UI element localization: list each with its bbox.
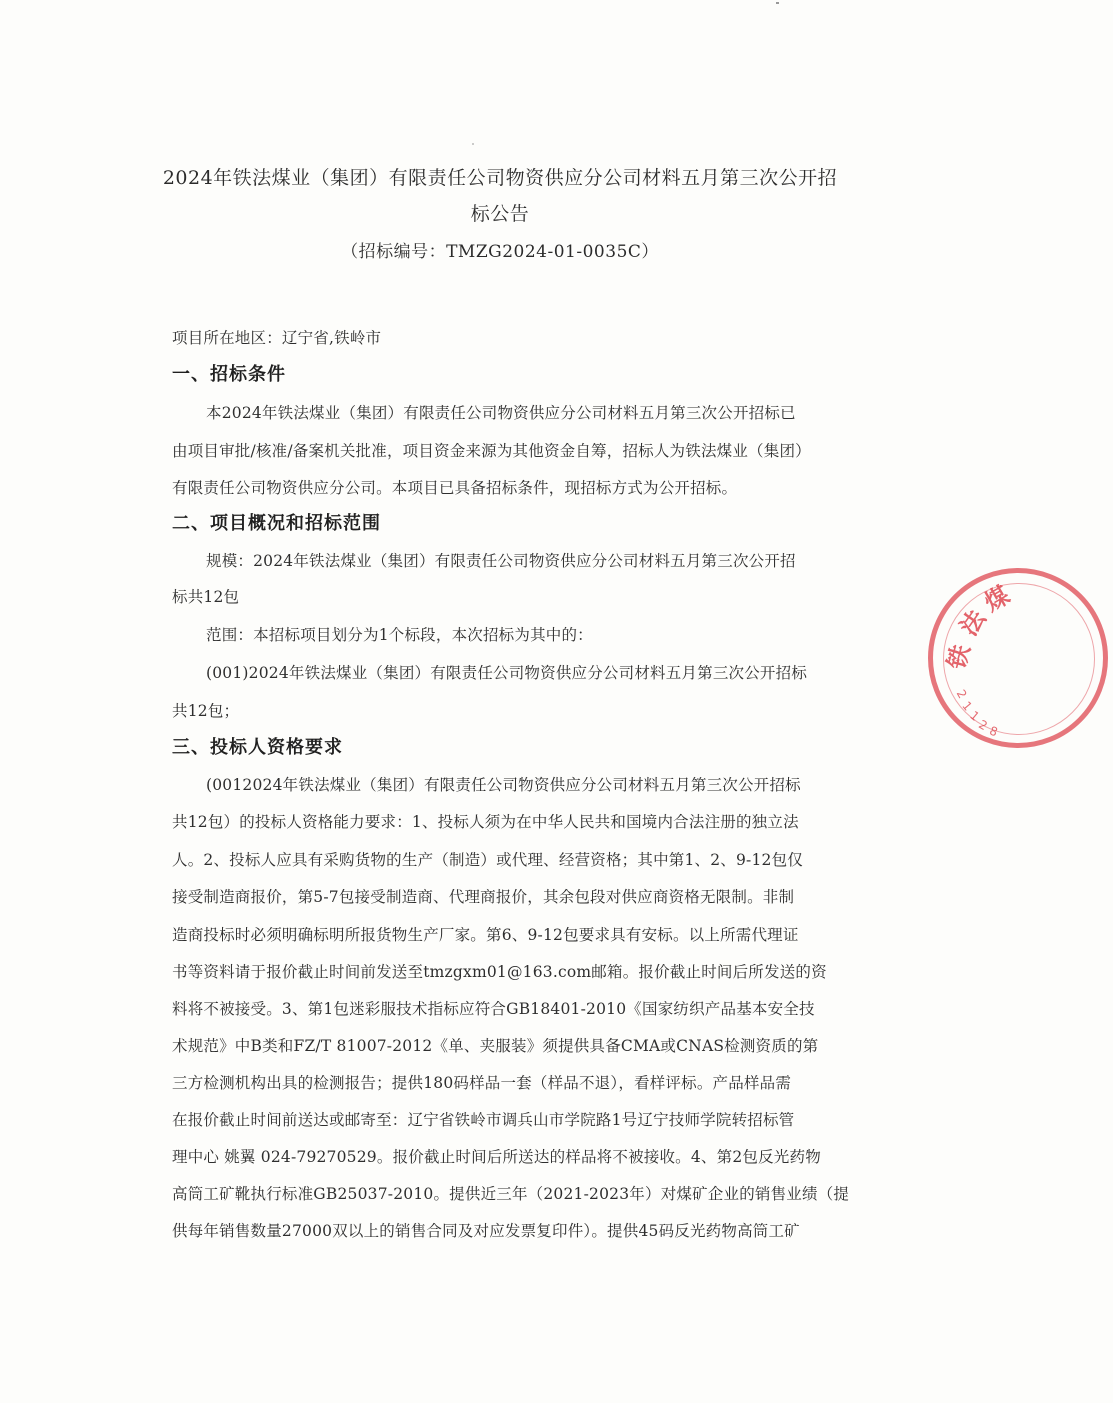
paragraph-line: 三方检测机构出具的检测报告；提供180码样品一套（样品不退），看样评标。产品样品需 (172, 1074, 792, 1092)
paragraph-line: (0012024年铁法煤业（集团）有限责任公司物资供应分公司材料五月第三次公开招标 (206, 776, 801, 794)
svg-text:2: 2 (953, 687, 970, 701)
paragraph-line: 书等资料请于报价截止时间前发送至tmzgxm01@163.com邮箱。报价截止时间后所发送的资 (172, 963, 827, 981)
paragraph-line: 供每年销售数量27000双以上的销售合同及对应发票复印件）。提供45码反光药物高筒工矿 (172, 1222, 800, 1240)
paragraph-line: (001)2024年铁法煤业（集团）有限责任公司物资供应分公司材料五月第三次公开招标 (206, 664, 808, 682)
paragraph-line: 范围：本招标项目划分为1个标段，本次招标为其中的： (206, 626, 593, 644)
company-seal-stamp (928, 568, 1108, 748)
paragraph-line: 料将不被接受。3、第1包迷彩服技术指标应符合GB18401-2010《国家纺织产品基本安全技 (172, 1000, 815, 1018)
section-heading-3: 三、投标人资格要求 (172, 737, 343, 758)
svg-text:法: 法 (954, 605, 992, 641)
document-title-line-1: 2024年铁法煤业（集团）有限责任公司物资供应分公司材料五月第三次公开招 (162, 167, 838, 189)
paragraph-line: 本2024年铁法煤业（集团）有限责任公司物资供应分公司材料五月第三次公开招标已 (206, 404, 796, 422)
svg-text:铁: 铁 (942, 641, 976, 673)
paragraph-line: 造商投标时必须明确标明所报货物生产厂家。第6、9-12包要求具有安标。以上所需代理证 (172, 926, 799, 944)
paragraph-line: 理中心 姚翼 024-79270529。报价截止时间后所送达的样品将不被接收。4、第2包反光药物 (172, 1148, 821, 1166)
paragraph-line: 标共12包 (172, 588, 240, 606)
section-heading-2: 二、项目概况和招标范围 (172, 513, 381, 534)
paragraph-line: 共12包； (172, 702, 240, 720)
seal-lettering (933, 573, 1113, 753)
paragraph-line: 接受制造商报价，第5-7包接受制造商、代理商报价，其余包段对供应商资格无限制。非制 (172, 888, 795, 906)
paragraph-line: 高筒工矿靴执行标准GB25037-2010。提供近三年（2021-2023年）对煤矿企业的销售业绩（提 (172, 1185, 850, 1203)
paragraph-line: 术规范》中B类和FZ/T 81007-2012《单、夹服装》须提供具备CMA或CNAS检测资质的第 (172, 1037, 819, 1055)
svg-text:煤: 煤 (979, 580, 1015, 618)
paragraph-line: 有限责任公司物资供应分公司。本项目已具备招标条件，现招标方式为公开招标。 (172, 479, 738, 497)
scan-speck (472, 143, 474, 145)
svg-text:1: 1 (959, 698, 975, 714)
svg-text:1: 1 (967, 708, 983, 724)
tender-number: （招标编号：TMZG2024-01-0035C） (341, 242, 659, 262)
section-heading-1: 一、招标条件 (172, 364, 286, 385)
paragraph-line: 由项目审批/核准/备案机关批准，项目资金来源为其他资金自筹，招标人为铁法煤业（集团） (172, 442, 811, 460)
svg-text:8: 8 (987, 723, 1000, 740)
paragraph-line: 在报价截止时间前送达或邮寄至：辽宁省铁岭市调兵山市学院路1号辽宁技师学院转招标管 (172, 1111, 795, 1129)
document-title-line-2: 标公告 (470, 203, 530, 225)
paragraph-line: 规模：2024年铁法煤业（集团）有限责任公司物资供应分公司材料五月第三次公开招 (206, 552, 796, 570)
svg-text:2: 2 (976, 717, 990, 734)
paragraph-line: 人。2、投标人应具有采购货物的生产（制造）或代理、经营资格；其中第1、2、9-12包仅 (172, 851, 804, 869)
paragraph-line: 共12包）的投标人资格能力要求：1、投标人须为在中华人民共和国境内合法注册的独立法 (172, 813, 799, 831)
project-region: 项目所在地区：辽宁省,铁岭市 (172, 329, 382, 347)
scan-speck (776, 2, 779, 4)
